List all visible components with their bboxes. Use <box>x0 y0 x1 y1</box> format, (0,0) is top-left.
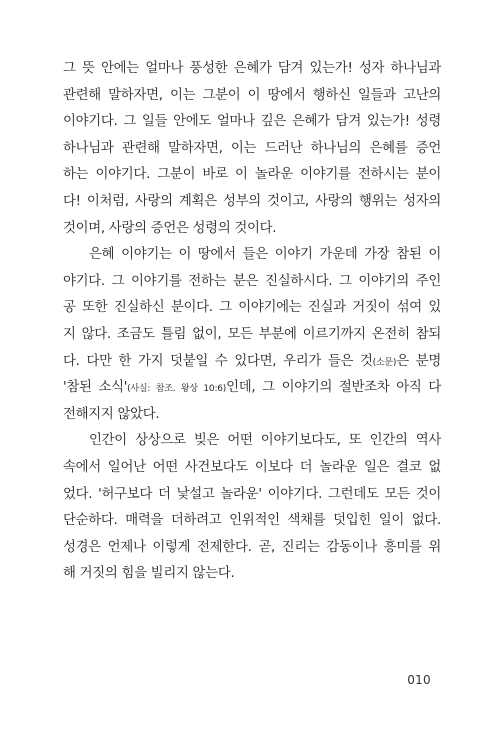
page-number: 010 <box>407 673 431 687</box>
text-line: 야기다. 그 이야기를 전하는 분은 진실하시다. 그 이야기의 주인 <box>63 273 441 289</box>
paragraph-3 <box>63 428 441 588</box>
paragraph-1 <box>63 56 441 242</box>
text-line: 이야기다. 그 일들 안에도 얼마나 깊은 은혜가 담겨 있는가! 성령 <box>63 114 441 130</box>
text-line: 성경은 언제나 이렇게 전제한다. 곧, 진리는 감동이나 흥미를 위 <box>63 539 441 555</box>
text-segment: 다. 다만 한 가지 덧붙일 수 있다면, 우리가 들은 것 <box>63 353 373 369</box>
text-line <box>63 349 441 376</box>
text-line: 해 거짓의 힘을 빌리지 않는다. <box>63 566 235 582</box>
scripture-reference: (사실: 참조. 왕상 10:6) <box>127 384 227 395</box>
text-line: 지 않다. 조금도 틀림 없이, 모든 부분에 이르기까지 온전히 참되 <box>63 326 441 342</box>
text-line: 그 뜻 안에는 얼마나 풍성한 은혜가 담겨 있는가! 성자 하나님과 <box>63 61 441 76</box>
text-line: 다! 이처럼, 사랑의 계획은 성부의 것이고, 사랑의 행위는 성자의 <box>63 193 441 209</box>
text-line: 관련해 말하자면, 이는 그분이 이 땅에서 행하신 일들과 고난의 <box>63 87 441 103</box>
text-line: 전해지지 않았다. <box>63 406 160 422</box>
document-body <box>63 56 441 588</box>
annotation-note: (소문) <box>372 357 397 368</box>
paragraph-2 <box>63 242 441 428</box>
text-line: 인간이 상상으로 빚은 어떤 이야기보다도, 또 인간의 역사 <box>89 433 441 449</box>
quoted-phrase: '참된 소식' <box>63 380 128 396</box>
text-line: 단순하다. 매력을 더하려고 인위적인 색채를 덧입힌 일이 없다. <box>63 513 441 529</box>
text-segment: 인데, 그 이야기의 절반조차 아직 다 <box>226 380 441 396</box>
text-line <box>63 375 441 402</box>
text-line: 속에서 일어난 어떤 사건보다도 이보다 더 놀라운 일은 결코 없 <box>63 459 441 475</box>
text-line: 었다. '허구보다 더 낯설고 놀라운' 이야기다. 그런데도 모든 것이 <box>63 486 441 502</box>
text-line: 하는 이야기다. 그분이 바로 이 놀라운 이야기를 전하시는 분이 <box>63 167 441 183</box>
text-line: 하나님과 관련해 말하자면, 이는 드러난 하나님의 은혜를 증언 <box>63 140 441 156</box>
text-line: 것이며, 사랑의 증언은 성령의 것이다. <box>63 220 277 236</box>
text-line: 은혜 이야기는 이 땅에서 들은 이야기 가운데 가장 참된 이 <box>89 247 441 263</box>
text-line: 공 또한 진실하신 분이다. 그 이야기에는 진실과 거짓이 섞여 있 <box>63 300 441 316</box>
text-segment: 은 분명 <box>396 353 441 369</box>
